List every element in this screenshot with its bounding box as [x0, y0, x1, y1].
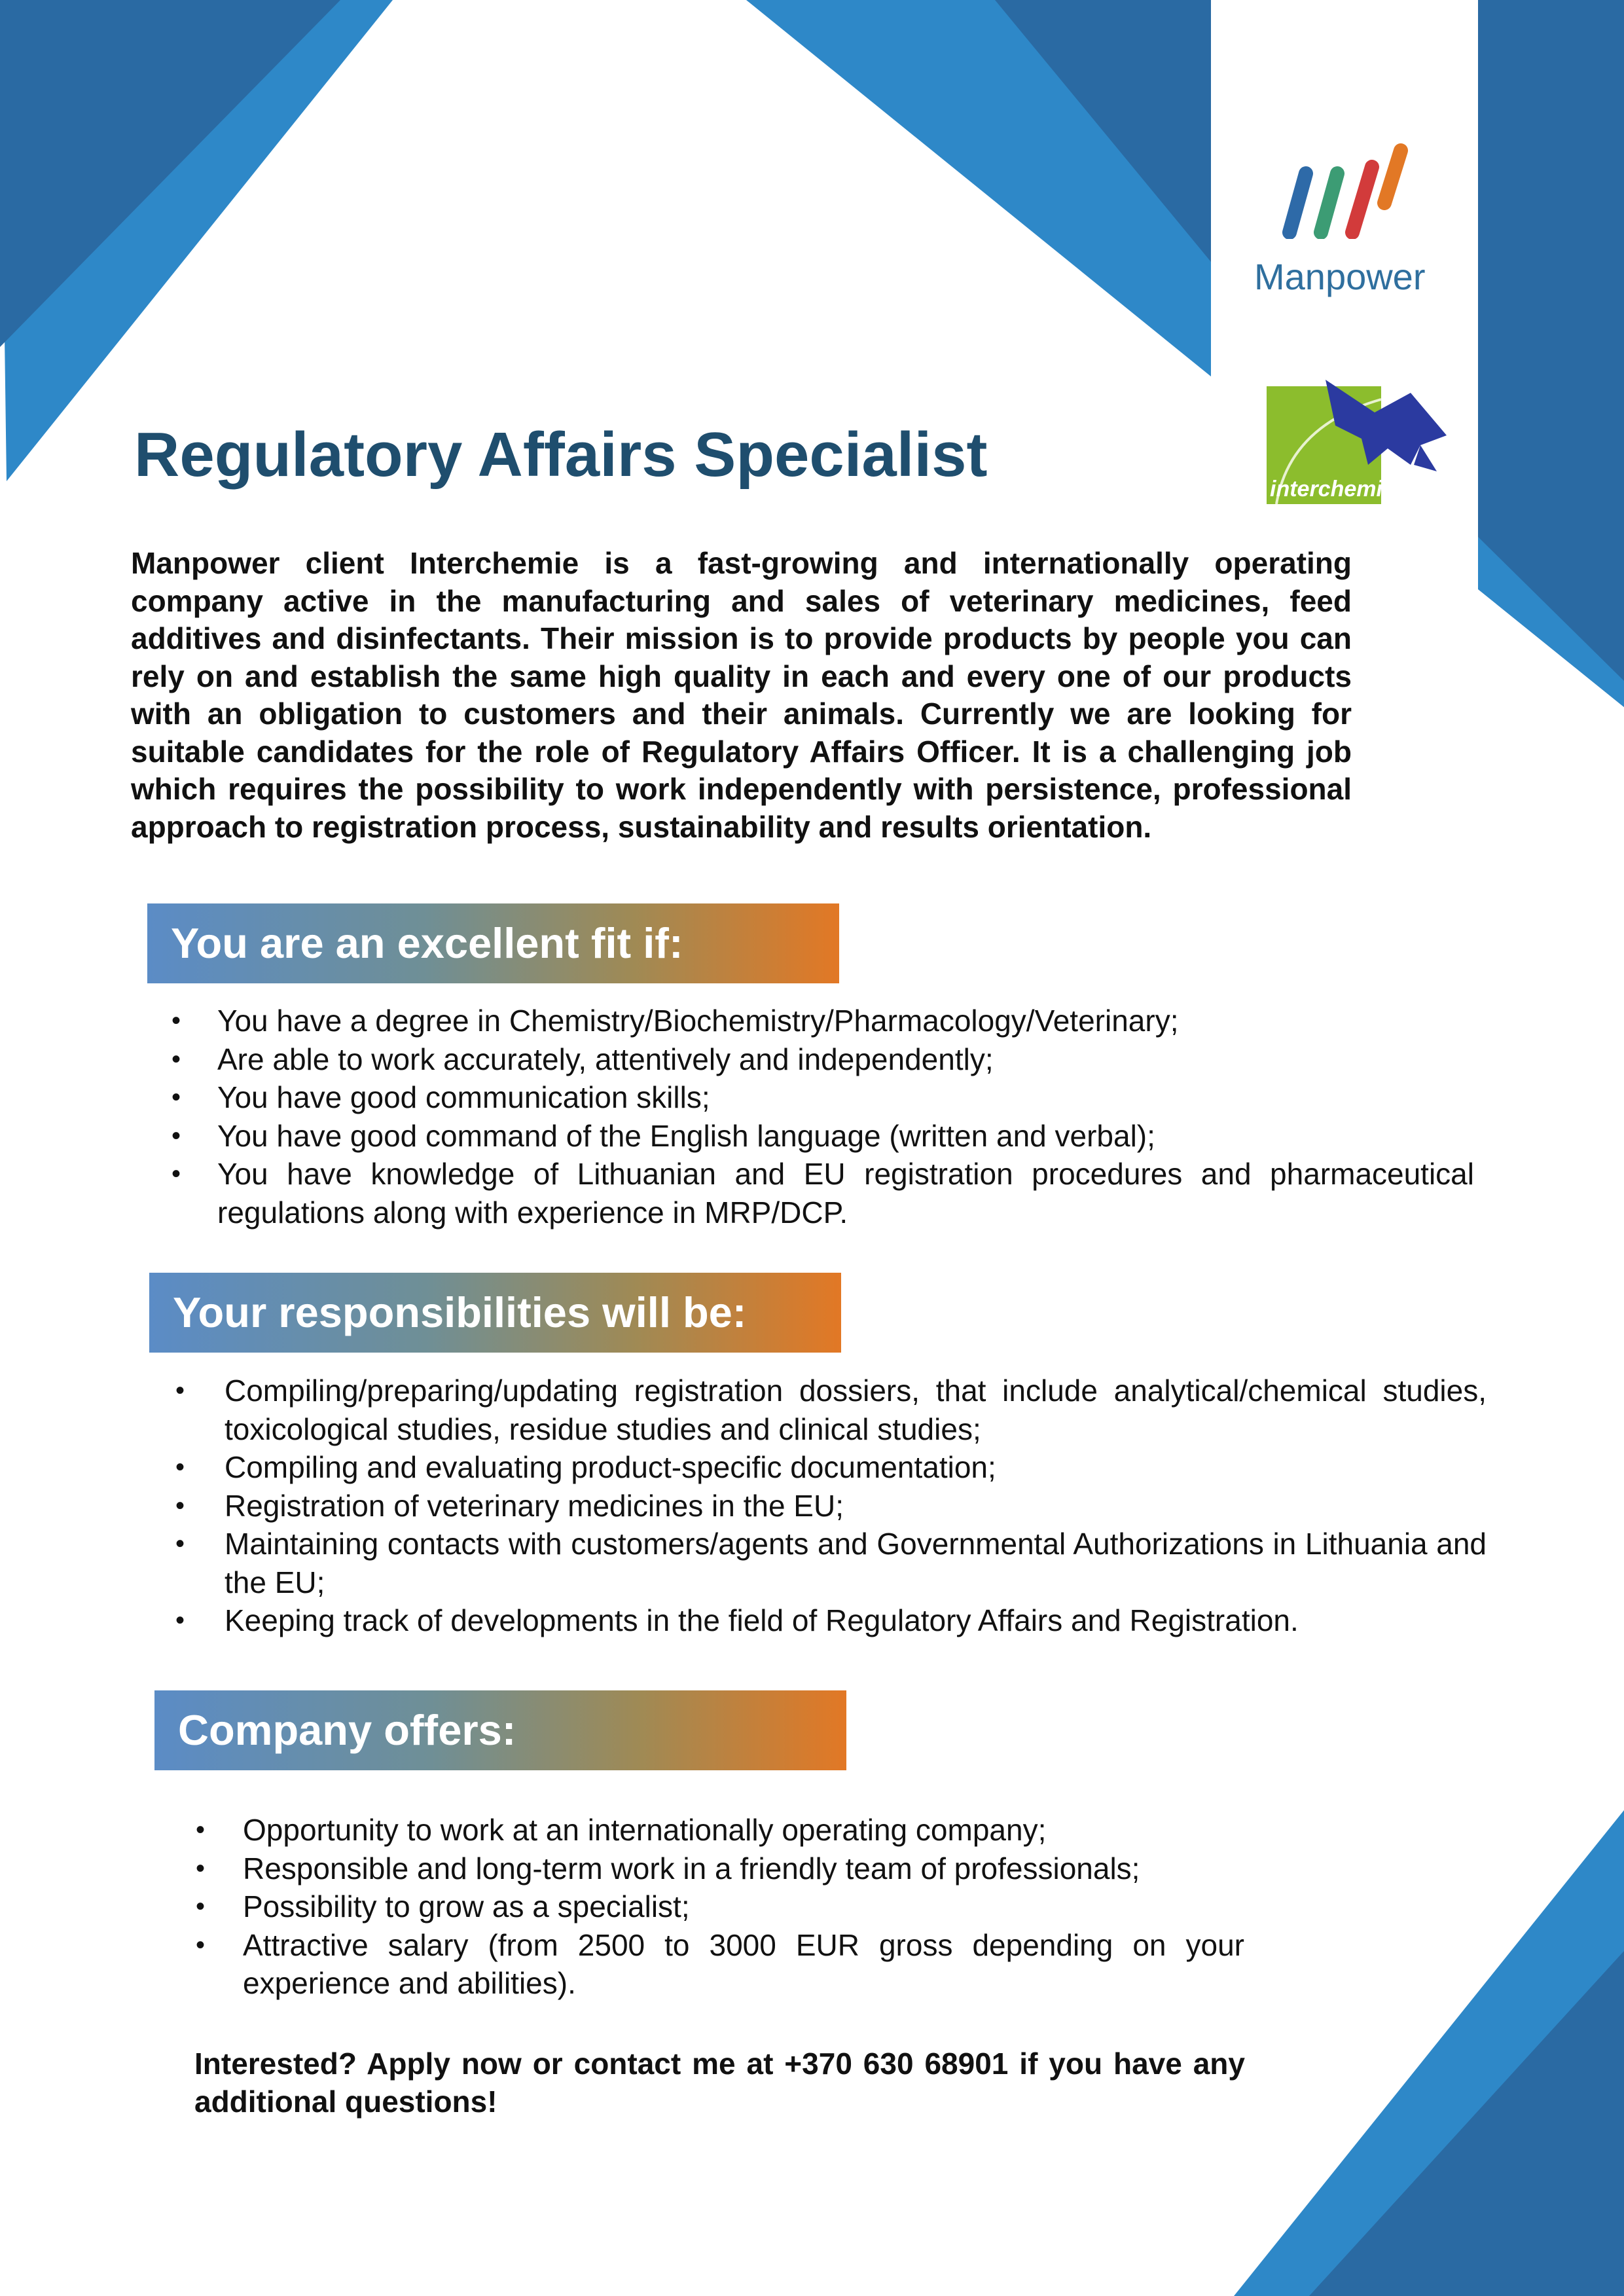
- list-item: • You have good communication skills;: [171, 1080, 710, 1114]
- list-item: • You have a degree in Chemistry/Biochemistry/Pharmacology/Veterinary;: [171, 1004, 1179, 1038]
- list-item: • Registration of veterinary medicines in the EU;: [175, 1488, 844, 1523]
- list-item: • Maintaining contacts with customers/agents and Governmental Authorizations in Lithuania and the EU;: [175, 1527, 1487, 1599]
- fit-heading: You are an excellent fit if:: [147, 903, 839, 983]
- responsibilities-heading: Your responsibilities will be:: [149, 1273, 841, 1353]
- manpower-wordmark: Manpower: [1254, 256, 1426, 297]
- intro-paragraph: Manpower client Interchemie is a fast-growing and internationally operating company active in the manufacturing and sales of veterinary medicines, feed additives and disinfectants. Their mission is to provide products by people you can rely on and establish the same high quality in each and every one of our products with an obligation to customers and their animals. Currently we are looking for suitable candidates for the role of Regulatory Affairs Officer. It is a challenging job which requires the possibility to work independently with persistence, professional approach to registration process, sustainability and results orientation.: [131, 546, 1352, 844]
- interchemie-logo: [1263, 373, 1453, 507]
- list-item: • You have knowledge of Lithuanian and EU registration procedures and pharmaceutical regulations along with experience in MRP/DCP.: [171, 1157, 1474, 1230]
- list-item: • You have good command of the English language (written and verbal);: [171, 1118, 1155, 1153]
- responsibilities-list: [175, 1372, 1487, 1640]
- manpower-stripes-icon: [1244, 141, 1453, 239]
- contact-cta: Interested? Apply now or contact me at +370 630 68901 if you have any additional questions!: [194, 2047, 1245, 2119]
- list-item: • Keeping track of developments in the field of Regulatory Affairs and Registration.: [175, 1603, 1299, 1637]
- offers-list: [196, 1811, 1244, 2003]
- list-item: • Responsible and long-term work in a friendly team of professionals;: [196, 1851, 1140, 1886]
- list-item: • Compiling/preparing/updating registration dossiers, that include analytical/chemical studies, toxicological studies, residue studies and clinical studies;: [175, 1374, 1487, 1446]
- manpower-logo: [1244, 141, 1453, 311]
- list-item: • Compiling and evaluating product-specific documentation;: [175, 1450, 996, 1484]
- page-title: Regulatory Affairs Specialist: [134, 420, 988, 490]
- list-item: • Are able to work accurately, attentively and independently;: [171, 1042, 994, 1076]
- fit-list: [171, 1002, 1474, 1231]
- interchemie-wordmark: interchemie: [1270, 477, 1395, 501]
- list-item: • Attractive salary (from 2500 to 3000 EUR gross depending on your experience and abilities).: [196, 1927, 1244, 2000]
- list-item: • Opportunity to work at an internationally operating company;: [196, 1813, 1047, 1847]
- offers-heading: Company offers:: [154, 1690, 846, 1770]
- list-item: • Possibility to grow as a specialist;: [196, 1889, 690, 1923]
